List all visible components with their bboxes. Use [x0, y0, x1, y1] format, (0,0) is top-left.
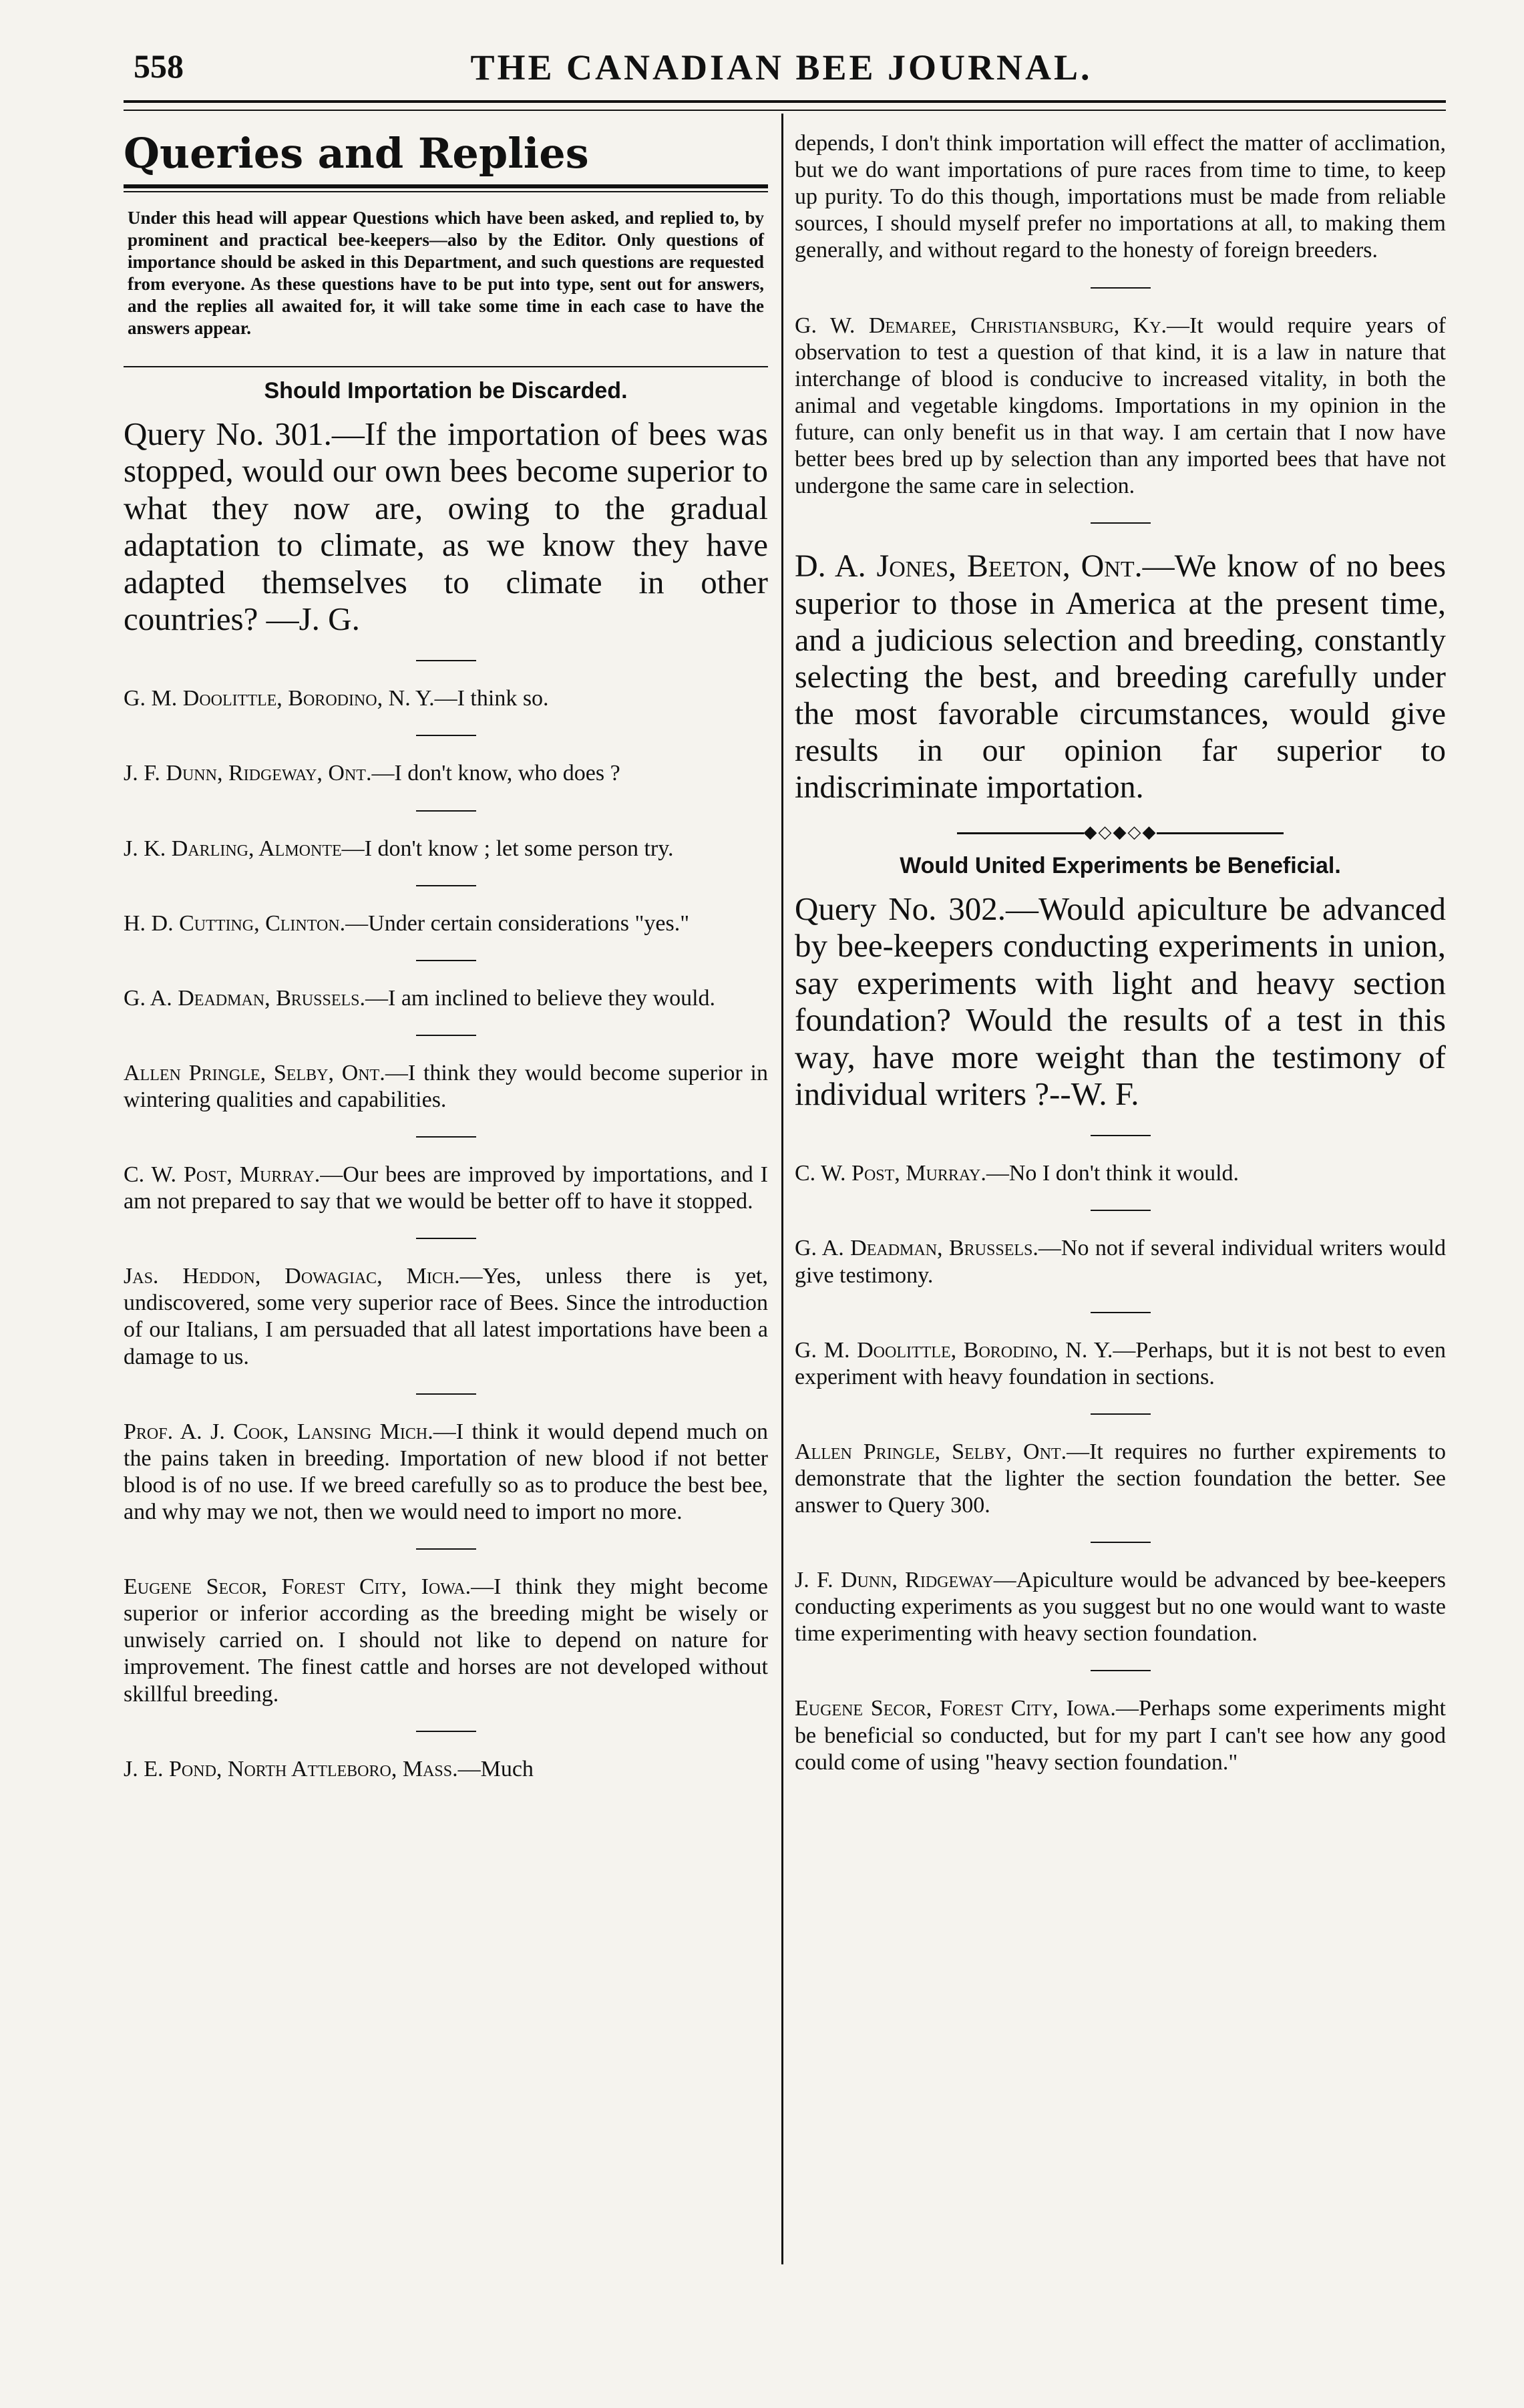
separator	[1091, 1135, 1151, 1136]
answer: C. W. Post, Murray.—Our bees are improved by importations, and I am not prepared to say that we would be better off to have it stopped.	[124, 1162, 768, 1214]
separator	[416, 1035, 476, 1036]
separator	[416, 1393, 476, 1395]
answer-continued: depends, I don't think importation will effect the matter of acclimation, but we do want importations of pure races from time to time, to keep up purity. To do this though, importations must be made from reliable sources, I should myself prefer no importations at all, to making them generally, and without regard to the honesty of foreign breeders.	[795, 131, 1446, 263]
separator	[416, 735, 476, 736]
answer: H. D. Cutting, Clinton.—Under certain considerations "yes."	[124, 910, 690, 936]
answer: J. K. Darling, Almonte—I don't know ; let some person try.	[124, 836, 674, 861]
department-intro: Under this head will appear Questions which have been asked, and replied to, by prominent and practical bee-keepers—also by the Editor. Only questions of importance should be asked in this Department, and such questions are requested from everyone. As these questions have to be put into type, sent out for answers, and the replies all awaited for, it will take some time in each case to have the answers appear.	[128, 208, 764, 338]
running-title: THE CANADIAN BEE JOURNAL.	[470, 47, 1093, 88]
column-divider	[781, 114, 783, 2264]
answer: G. M. Doolittle, Borodino, N. Y.—Perhaps, but it is not best to even experiment with heavy foundation in sections.	[795, 1337, 1446, 1389]
answer: Prof. A. J. Cook, Lansing Mich.—I think it would depend much on the pains taken in breeding. Importation of new blood if not better blood is of no use. If we breed carefully so as to produce the best bee, and why may we not, then we would need to import no more.	[124, 1419, 768, 1525]
answer: Jas. Heddon, Dowagiac, Mich.—Yes, unless there is yet, undiscovered, some very superior race of Bees. Since the introduction of our Italians, I am persuaded that all latest importations have been a damage to us.	[124, 1264, 768, 1369]
answer: C. W. Post, Murray.—No I don't think it would.	[795, 1161, 1240, 1186]
page-number: 558	[134, 47, 184, 85]
answer: J. F. Dunn, Ridgeway—Apiculture would be advanced by bee-keepers conducting experiments as you suggest but no one would want to waste time experimenting with heavy section foundation.	[795, 1568, 1446, 1647]
separator	[416, 810, 476, 812]
answer: Allen Pringle, Selby, Ont.—It requires no further expirements to demonstrate that the lighter the section foundation the better. See answer to Query 300.	[795, 1439, 1446, 1518]
answer: G. M. Doolittle, Borodino, N. Y.—I think so.	[124, 686, 549, 711]
separator	[416, 960, 476, 961]
answer: G. A. Deadman, Brussels.—I am inclined to believe they would.	[124, 985, 716, 1011]
query-302-text: Query No. 302.—Would apiculture be advanced by bee-keepers conducting experiments in union, say experiments with light and heavy section foundation? Would the results of a test in this way, have more weight than the testimony of individual writers ?--W. F.	[795, 890, 1446, 1112]
separator	[1091, 522, 1151, 524]
answer: D. A. Jones, Beeton, Ont.—We know of no bees superior to those in America at the present time, and a judicious selection and breeding, constantly selecting the best, and breeding carefully under the most favorable circumstances, would give results in our opinion far superior to indiscriminate importation.	[795, 548, 1446, 806]
query-301-title: Should Importation be Discarded.	[264, 377, 628, 403]
separator	[1091, 1542, 1151, 1543]
answer: Eugene Secor, Forest City, Iowa.—I think they might become superior or inferior according as the breeding might be wisely or unwisely carried on. I should not like to depend on nature for improvement. The finest cattle and horses are not developed without skillful breeding.	[124, 1574, 768, 1707]
separator	[1091, 1413, 1151, 1415]
separator	[1091, 287, 1151, 289]
page-header	[134, 47, 1429, 94]
separator	[1091, 1210, 1151, 1211]
separator	[416, 1136, 476, 1138]
answer: G. A. Deadman, Brussels.—No not if several individual writers would give testimony.	[795, 1236, 1446, 1288]
separator	[416, 885, 476, 886]
right-column	[795, 117, 1446, 2274]
query-301-text: Query No. 301.—If the importation of bees was stopped, would our own bees become superior to what they now are, owing to the gradual adaptation to climate, as we know they have adapted themselves to climate in other countries? —J. G.	[124, 415, 768, 637]
separator	[1091, 1312, 1151, 1313]
divider-rule	[124, 366, 768, 367]
section-rule	[124, 184, 768, 192]
ornamental-divider: ◆◇◆◇◆	[795, 822, 1446, 842]
separator	[1091, 1670, 1151, 1671]
separator	[416, 1548, 476, 1550]
left-column	[124, 117, 768, 2274]
answer: J. E. Pond, North Attleboro, Mass.—Much	[124, 1756, 534, 1781]
answer: J. F. Dunn, Ridgeway, Ont.—I don't know, who does ?	[124, 761, 620, 786]
separator	[416, 1238, 476, 1239]
answer: Allen Pringle, Selby, Ont.—I think they would become superior in wintering qualities and capabilities.	[124, 1060, 768, 1112]
header-rule	[124, 100, 1446, 111]
query-302-title: Would United Experiments be Beneficial.	[900, 852, 1341, 878]
separator	[416, 1731, 476, 1732]
section-title: Queries and Replies	[124, 129, 589, 178]
answer: G. W. Demaree, Christiansburg, Ky.—It would require years of observation to test a question of that kind, it is a law in nature that interchange of blood is conducive to increased vitality, in both the animal and vegetable kingdoms. Importations in my opinion in the future, can only benefit us in that way. I am certain that I now have better bees bred up by selection than any imported bees that have not undergone the same care in selection.	[795, 313, 1446, 499]
separator	[416, 660, 476, 661]
answer: Eugene Secor, Forest City, Iowa.—Perhaps some experiments might be beneficial so conducted, but for my part I can't see how any good could come of using "heavy section foundation."	[795, 1696, 1446, 1775]
